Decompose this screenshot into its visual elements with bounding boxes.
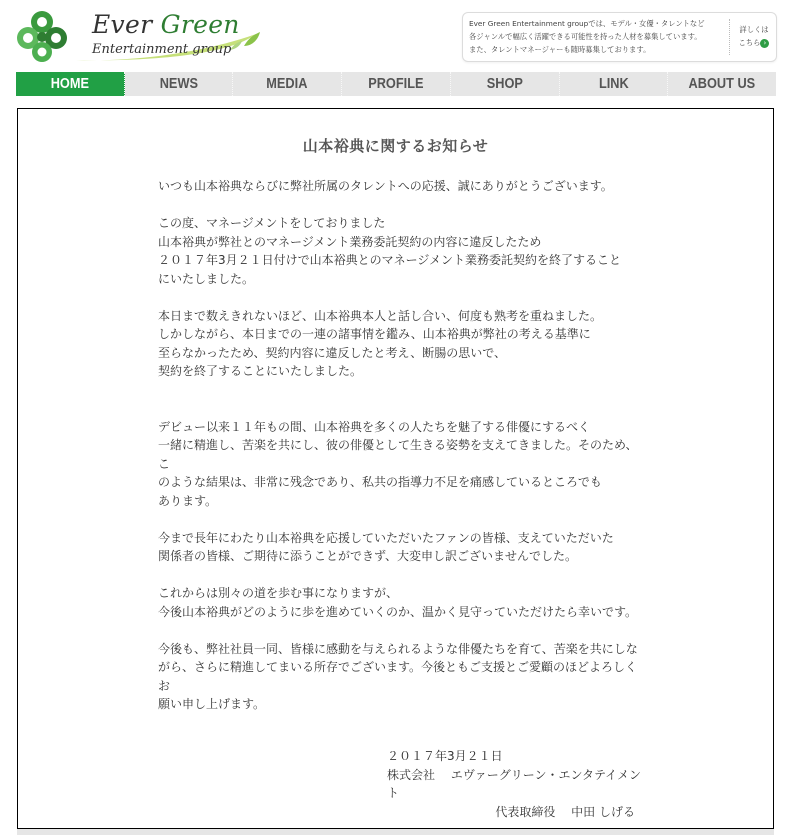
nav-item-profile[interactable] (342, 72, 451, 96)
paragraph-line: のような結果は、非常に残念であり、私共の指導力不足を痛感しているところでも (158, 475, 602, 489)
spacer (158, 196, 638, 215)
paragraph-line: 一緒に精進し、苦楽を共にし、彼の俳優として生きる姿勢を支えてきました。そのため、こ (158, 438, 638, 471)
recruit-line: また、タレントマネージャーも随時募集しております。 (469, 45, 651, 54)
paragraph-line: あります。 (158, 493, 218, 508)
page-title: 山本裕典に関するお知らせ (302, 137, 489, 155)
paragraph-line: しかしながら、本日までの一連の諸事情を鑑み、山本裕典が弊社の考える基準に (158, 327, 591, 341)
recruit-line: Ever Green Entertainment groupでは、モデル・女優・タレントなど (469, 19, 705, 28)
paragraph-line: にいたしました。 (158, 271, 255, 286)
signature-company: 株式会社 エヴァーグリーン・エンタテイメント (387, 767, 642, 800)
more-link-label: 詳しくは (739, 25, 769, 34)
main-nav (16, 72, 776, 96)
nav-label: SHOP (486, 76, 523, 92)
spacer (158, 381, 638, 418)
recruit-line: 各ジャンルで幅広く活躍できる可能性を持った人材を募集しています。 (469, 32, 702, 41)
signature-date: ２０１７年3月２１日 (387, 749, 503, 763)
signature-representative: 代表取締役 中田 しげる (495, 804, 635, 819)
paragraph-line: 今後山本裕典がどのように歩を進めていくのか、温かく見守っていただけたら幸いです。 (158, 604, 638, 619)
paragraph-line: デビュー以来１１年もの間、山本裕典を多くの人たちを魅了する俳優にするべく (158, 419, 591, 434)
nav-item-media[interactable] (233, 72, 342, 96)
nav-item-news[interactable] (125, 72, 234, 96)
nav-label: NEWS (159, 76, 198, 92)
nav-label: ABOUT US (688, 76, 756, 92)
logo[interactable] (14, 6, 254, 64)
logo-subtitle: Entertainment group (92, 42, 232, 57)
paragraph-line: 至らなかったため、契約内容に違反したと考え、断腸の思いで、 (158, 345, 507, 360)
paragraph-line: 山本裕典が弊社とのマネージメント業務委託契約の内容に違反したため (158, 234, 542, 249)
paragraph-line: 契約を終了することにいたしました。 (158, 364, 363, 378)
nav-item-home[interactable] (16, 72, 125, 96)
nav-item-about-us[interactable] (668, 72, 776, 96)
logo-title (92, 10, 240, 39)
paragraph-line: 今後も、弊社社員一同、皆様に感動を与えられるような俳優たちを育て、苦楽を共にしな (158, 641, 638, 656)
recruit-text (469, 17, 727, 56)
more-link-label: こちら (738, 38, 761, 47)
notice-content-box (17, 108, 774, 829)
notice-body (158, 177, 638, 714)
logo-title-ever: Ever (92, 10, 153, 39)
nav-item-link[interactable] (560, 72, 669, 96)
paragraph-line: 今まで長年にわたり山本裕典を応援していただいたファンの皆様、支えていただいた (158, 530, 614, 545)
nav-label: MEDIA (266, 76, 308, 92)
paragraph-line: 願い申し上げます。 (158, 697, 266, 711)
clover-logo-icon (14, 8, 70, 64)
nav-label: LINK (598, 76, 629, 92)
paragraph-line: ２０１７年3月２１日付けで山本裕典とのマネージメント業務委託契約を終了すること (158, 253, 622, 267)
paragraph-line: がら、さらに精進してまいる所存でございます。今後ともご支援とご愛顧のほどよろしくお (158, 660, 638, 693)
recruit-more-link[interactable] (735, 23, 773, 49)
spacer (158, 510, 638, 529)
paragraph-line: 本日まで数えきれないほど、山本裕典本人と話し合い、何度も熟考を重ねました。 (158, 308, 603, 323)
footer-strip (17, 829, 774, 835)
logo-title-green: Green (152, 10, 240, 39)
nav-label: PROFILE (368, 76, 424, 92)
spacer (158, 566, 638, 585)
nav-label: HOME (50, 76, 89, 92)
nav-item-shop[interactable] (451, 72, 560, 96)
recruit-banner[interactable] (462, 12, 777, 62)
spacer (158, 288, 638, 307)
paragraph-line: この度、マネージメントをしておりました (158, 216, 386, 230)
spacer (158, 621, 638, 640)
paragraph-line: いつも山本裕典ならびに弊社所属のタレントへの応援、誠にありがとうございます。 (158, 179, 613, 193)
arrow-right-circle-icon: › (760, 39, 769, 48)
paragraph-line: 関係者の皆様、ご期待に添うことができず、大変申し訳ございませんでした。 (158, 549, 578, 563)
signature-block (387, 747, 647, 821)
divider (729, 19, 730, 55)
paragraph-line: これからは別々の道を歩む事になりますが、 (158, 586, 399, 600)
